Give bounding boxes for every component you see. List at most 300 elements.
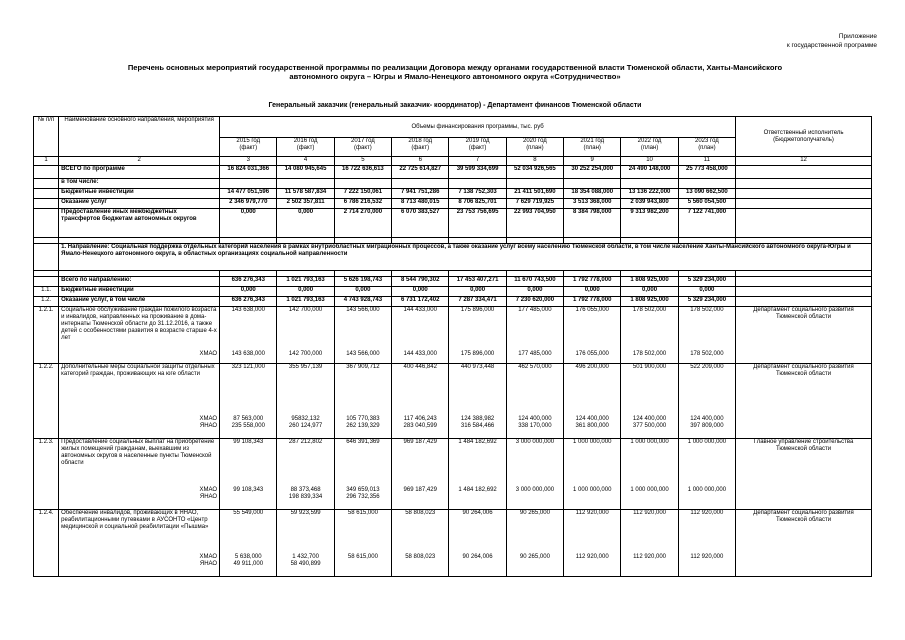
okrug-value: 262 139,329 (346, 423, 380, 429)
okrug-value: 397 809,000 (690, 423, 724, 429)
row-num (34, 199, 59, 209)
responsible-cell (736, 287, 872, 297)
table-row (34, 209, 872, 238)
okrug-value: 1 000 000,000 (687, 487, 727, 493)
general-customer: Генеральный заказчик (генеральный заказчик- координатор) - Департамент финансов Тюменской области (268, 102, 642, 109)
okrug-value: 969 187,429 (403, 487, 437, 493)
appendix-line-2: к государственной программе (786, 41, 877, 49)
okrug-value: 235 558,000 (231, 423, 265, 429)
okrug-value: 316 584,466 (460, 423, 495, 429)
year-type: (факт) (296, 145, 315, 151)
value-cell (449, 364, 506, 439)
main-value: 501 900,000 (632, 364, 667, 370)
okrug-value: 124 400,000 (690, 416, 724, 422)
value-cell: 9 313 982,200 (621, 209, 678, 238)
table-row (34, 297, 872, 307)
measure-label (59, 307, 220, 364)
okrug-value: 175 896,000 (460, 351, 495, 357)
year-type: (факт) (354, 145, 372, 151)
value-cell (277, 179, 334, 189)
okrug-label: ХМАО (199, 416, 218, 422)
okrug-value: 349 659,013 (346, 487, 380, 493)
responsible-cell: Департамент социального развития Тюменской области (736, 307, 872, 364)
okrug-label: ХМАО (199, 554, 218, 560)
main-value: 177 485,000 (518, 307, 552, 313)
column-number: 7 (449, 157, 506, 166)
value-cell (277, 510, 334, 577)
measure-num: 1.2.2. (34, 364, 59, 439)
responsible-cell (736, 166, 872, 179)
value-cell: 6 070 383,527 (392, 209, 449, 238)
header-year (449, 138, 506, 157)
main-value: 142 700,000 (288, 307, 323, 313)
main-value: 90 265,000 (519, 510, 550, 516)
value-cell (506, 307, 563, 364)
value-cell: 0,000 (277, 287, 334, 297)
responsible-cell: Главное управление строительства Тюменской области (736, 439, 872, 510)
empty-cell (34, 244, 59, 271)
title-line-1: Перечень основных мероприятий государственной программы по реализации Договора между органами государственной власти Тюменской области, Ханты-Мансийского (127, 63, 783, 72)
okrug-value: 176 055,000 (575, 351, 609, 357)
measure-title: Обеспечение инвалидов, проживающих в ЯНАО, реабилитационными путевками в АУСОНТО «Центр медицинской и социальной реабилитации «Пышма» (61, 510, 209, 530)
column-number: 5 (334, 157, 391, 166)
header-year (564, 138, 621, 157)
value-cell: 636 276,343 (220, 277, 277, 287)
okrug-value: 112 920,000 (575, 554, 609, 560)
value-cell: 7 222 150,061 (334, 189, 391, 199)
value-cell: 52 034 926,565 (506, 166, 563, 179)
responsible-cell: Департамент социального развития Тюменской области (736, 364, 872, 439)
okrug-value: 88 373,468 (290, 487, 321, 493)
main-value: 646 391,369 (346, 439, 380, 445)
year-type: (факт) (468, 145, 487, 151)
okrug-label: ЯНАО (199, 494, 218, 500)
header-year (277, 138, 334, 157)
value-cell: 13 090 662,500 (678, 189, 735, 199)
column-number: 8 (506, 157, 563, 166)
year-label: 2023 год (695, 138, 719, 144)
value-cell: 22 993 704,950 (506, 209, 563, 238)
value-cell: 0,000 (621, 287, 678, 297)
main-value: 1 000 000,000 (687, 439, 727, 445)
value-cell: 0,000 (449, 287, 506, 297)
value-cell: 6 731 172,402 (392, 297, 449, 307)
value-cell: 23 753 756,695 (449, 209, 506, 238)
okrug-label: ЯНАО (199, 423, 218, 429)
table-row (34, 439, 872, 510)
value-cell (506, 179, 563, 189)
okrug-label: ЯНАО (199, 561, 218, 567)
value-cell: 7 230 620,000 (506, 297, 563, 307)
row-num: 1.1. (34, 287, 59, 297)
measure-title: Предоставление социальных выплат на приобретение жилых помещений гражданам, выехавшим из автономных округов в населенные пункты Тюменской области (61, 439, 215, 466)
column-number: 3 (220, 157, 277, 166)
value-cell (564, 439, 621, 510)
main-value: 969 187,429 (403, 439, 437, 445)
value-cell: 1 808 925,000 (621, 297, 678, 307)
okrug-value: 5 638,000 (234, 554, 262, 560)
value-cell: 0,000 (220, 287, 277, 297)
year-label: 2021 год (580, 138, 605, 144)
value-cell (220, 364, 277, 439)
value-cell (277, 439, 334, 510)
value-cell: 16 722 636,613 (334, 166, 391, 179)
row-num (34, 189, 59, 199)
value-cell (621, 510, 678, 577)
okrug-value: 124 388,982 (460, 416, 495, 422)
value-cell: 6 786 216,532 (334, 199, 391, 209)
value-cell: 25 773 458,000 (678, 166, 735, 179)
value-cell: 2 346 979,770 (220, 199, 277, 209)
row-label: Оказание услуг, в том числе (59, 297, 220, 307)
table-row (34, 157, 872, 166)
okrug-value: 124 400,000 (575, 416, 609, 422)
appendix-line-1: Приложение (838, 33, 877, 40)
value-cell: 22 725 614,827 (392, 166, 449, 179)
table-row (34, 364, 872, 439)
value-cell: 30 252 254,000 (564, 166, 621, 179)
main-value: 367 909,712 (346, 364, 380, 370)
header-year (392, 138, 449, 157)
okrug-value: 58 808,023 (405, 554, 436, 560)
table-row (34, 307, 872, 364)
okrug-value: 58 615,000 (347, 554, 378, 560)
main-value: 400 446,842 (403, 364, 437, 370)
value-cell (334, 439, 391, 510)
year-type: (план) (526, 145, 544, 151)
year-type: (план) (583, 145, 601, 151)
document-title (40, 63, 870, 81)
row-label: Бюджетные инвестиции (59, 287, 220, 297)
value-cell: 7 287 334,471 (449, 297, 506, 307)
value-cell (678, 179, 735, 189)
column-number: 9 (564, 157, 621, 166)
value-cell (506, 439, 563, 510)
value-cell (678, 510, 735, 577)
value-cell (220, 439, 277, 510)
okrug-value: 124 400,000 (518, 416, 552, 422)
year-type: (план) (698, 145, 716, 151)
value-cell (564, 510, 621, 577)
row-num (34, 179, 59, 189)
row-label: в том числе: (59, 179, 220, 189)
value-cell (449, 510, 506, 577)
main-value: 522 209,000 (690, 364, 724, 370)
column-number: 6 (392, 157, 449, 166)
responsible-cell (736, 189, 872, 199)
value-cell: 5 626 198,743 (334, 277, 391, 287)
okrug-value: 361 800,000 (575, 423, 609, 429)
main-value: 175 896,000 (460, 307, 495, 313)
year-label: 2019 год (465, 138, 490, 144)
value-cell: 4 743 928,743 (334, 297, 391, 307)
okrug-value: 144 433,000 (403, 351, 437, 357)
value-cell: 8 384 798,000 (564, 209, 621, 238)
value-cell (392, 179, 449, 189)
value-cell: 39 599 334,699 (449, 166, 506, 179)
responsible-cell (736, 209, 872, 238)
value-cell: 24 490 148,000 (621, 166, 678, 179)
okrug-value: 142 700,000 (288, 351, 323, 357)
appendix-note (787, 33, 877, 50)
okrug-value: 112 920,000 (690, 554, 724, 560)
column-number: 1 (34, 157, 59, 166)
column-number: 12 (736, 157, 872, 166)
value-cell (220, 179, 277, 189)
value-cell (564, 179, 621, 189)
table-row (34, 277, 872, 287)
main-value: 1 000 000,000 (573, 439, 612, 445)
value-cell: 7 138 752,303 (449, 189, 506, 199)
title-line-2: автономного округа – Югры и Ямало-Ненецкого автономного округа «Сотрудничество» (289, 72, 621, 81)
main-value: 59 923,599 (290, 510, 321, 516)
value-cell: 1 808 925,000 (621, 277, 678, 287)
table-row (34, 287, 872, 297)
value-cell: 636 276,343 (220, 297, 277, 307)
value-cell (506, 364, 563, 439)
value-cell: 1 792 778,000 (564, 277, 621, 287)
okrug-value: 99 108,343 (233, 487, 264, 493)
value-cell (449, 307, 506, 364)
main-value: 112 920,000 (633, 510, 667, 516)
value-cell: 5 560 054,500 (678, 199, 735, 209)
value-cell (678, 307, 735, 364)
value-cell: 11 670 743,500 (506, 277, 563, 287)
table-row (34, 244, 872, 271)
okrug-value: 95832,132 (291, 416, 320, 422)
okrug-value: 143 638,000 (231, 351, 265, 357)
year-type: (факт) (411, 145, 430, 151)
main-value: 323 121,000 (231, 364, 265, 370)
row-label: Предоставление иных межбюджетных трансфертов бюджетам автономных округов (59, 209, 220, 238)
value-cell: 1 792 778,000 (564, 297, 621, 307)
value-cell: 18 354 088,000 (564, 189, 621, 199)
okrug-value: 1 484 182,692 (458, 487, 497, 493)
value-cell: 0,000 (392, 287, 449, 297)
value-cell: 13 136 222,000 (621, 189, 678, 199)
value-cell: 17 453 407,271 (449, 277, 506, 287)
value-cell: 8 706 825,701 (449, 199, 506, 209)
okrug-value: 124 400,000 (632, 416, 667, 422)
measure-label (59, 510, 220, 577)
header-volume: Объемы финансирования программы, тыс. руб (220, 117, 736, 138)
value-cell (392, 307, 449, 364)
program-table (33, 116, 872, 577)
measure-num: 1.2.3. (34, 439, 59, 510)
value-cell: 11 578 587,834 (277, 189, 334, 199)
measure-label (59, 439, 220, 510)
row-num: 1.2. (34, 297, 59, 307)
header-year (220, 138, 277, 157)
year-type: (факт) (239, 145, 258, 151)
table-row (34, 199, 872, 209)
row-num (34, 166, 59, 179)
value-cell (392, 364, 449, 439)
value-cell: 3 513 368,000 (564, 199, 621, 209)
value-cell (334, 179, 391, 189)
main-value: 178 502,000 (690, 307, 724, 313)
value-cell: 7 941 751,286 (392, 189, 449, 199)
measure-title: Социальное обслуживание граждан пожилого возраста и инвалидов, направленных на проживание в дома-интернаты Тюменской области до 31.12.2016, а также детей с особенностями развития в возрасте старше 4-х лет (61, 307, 217, 341)
measure-num: 1.2.4. (34, 510, 59, 577)
value-cell (621, 364, 678, 439)
value-cell (678, 439, 735, 510)
value-cell: 0,000 (220, 209, 277, 238)
okrug-value: 143 566,000 (346, 351, 380, 357)
year-label: 2017 год (351, 138, 375, 144)
year-label: 2020 год (523, 138, 547, 144)
main-value: 287 212,802 (288, 439, 323, 445)
value-cell (220, 510, 277, 577)
value-cell: 2 502 357,811 (277, 199, 334, 209)
okrug-value: 198 839,334 (288, 494, 323, 500)
okrug-value: 49 911,000 (233, 561, 264, 567)
main-value: 143 638,000 (231, 307, 265, 313)
value-cell (506, 510, 563, 577)
value-cell: 14 477 051,596 (220, 189, 277, 199)
main-value: 144 433,000 (403, 307, 437, 313)
okrug-value: 90 265,000 (519, 554, 550, 560)
main-value: 99 108,343 (233, 439, 264, 445)
okrug-value: 1 000 000,000 (630, 487, 669, 493)
table-row (34, 510, 872, 577)
column-number: 10 (621, 157, 678, 166)
responsible-cell: Департамент социального развития Тюменской области (736, 510, 872, 577)
value-cell (621, 439, 678, 510)
okrug-value: 58 490,899 (290, 561, 321, 567)
main-value: 143 566,000 (346, 307, 380, 313)
okrug-value: 1 000 000,000 (573, 487, 612, 493)
okrug-label: ХМАО (199, 487, 218, 493)
year-label: 2016 год (293, 138, 318, 144)
value-cell: 0,000 (506, 287, 563, 297)
row-num (34, 209, 59, 238)
okrug-value: 178 502,000 (632, 351, 667, 357)
okrug-value: 283 040,599 (403, 423, 437, 429)
okrug-value: 105 770,383 (346, 416, 380, 422)
table-row (34, 179, 872, 189)
value-cell: 1 021 793,163 (277, 297, 334, 307)
main-value: 90 264,006 (462, 510, 493, 516)
header-year (678, 138, 735, 157)
row-label: Оказание услуг (59, 199, 220, 209)
main-value: 1 484 182,692 (458, 439, 497, 445)
okrug-value: 1 432,700 (292, 554, 319, 560)
value-cell (220, 307, 277, 364)
value-cell (334, 510, 391, 577)
okrug-value: 338 170,000 (518, 423, 552, 429)
column-number: 2 (59, 157, 220, 166)
header-name: Наименование основного направления, мероприятия (59, 117, 220, 157)
main-value: 178 502,000 (632, 307, 667, 313)
value-cell: 2 039 943,800 (621, 199, 678, 209)
column-number: 4 (277, 157, 334, 166)
header-year (621, 138, 678, 157)
value-cell (449, 179, 506, 189)
value-cell: 8 713 480,015 (392, 199, 449, 209)
value-cell: 0,000 (277, 209, 334, 238)
main-value: 112 920,000 (690, 510, 724, 516)
value-cell (678, 364, 735, 439)
okrug-value: 112 920,000 (633, 554, 667, 560)
measure-title: Дополнительные меры социальной защиты отдельных категорий граждан, проживающих на юге области (61, 364, 215, 377)
value-cell (564, 364, 621, 439)
value-cell (564, 307, 621, 364)
okrug-value: 90 264,006 (462, 554, 493, 560)
value-cell: 14 080 945,645 (277, 166, 334, 179)
okrug-value: 178 502,000 (690, 351, 724, 357)
value-cell: 5 329 234,000 (678, 277, 735, 287)
value-cell (277, 364, 334, 439)
value-cell (277, 307, 334, 364)
value-cell: 0,000 (678, 287, 735, 297)
main-value: 58 615,000 (347, 510, 378, 516)
value-cell: 16 824 031,366 (220, 166, 277, 179)
okrug-value: 377 500,000 (632, 423, 667, 429)
value-cell: 21 411 501,690 (506, 189, 563, 199)
okrug-value: 260 124,977 (288, 423, 323, 429)
value-cell (334, 364, 391, 439)
main-value: 440 973,448 (460, 364, 495, 370)
value-cell: 5 329 234,000 (678, 297, 735, 307)
value-cell: 7 122 741,000 (678, 209, 735, 238)
responsible-cell (736, 199, 872, 209)
table-row (34, 117, 872, 138)
value-cell: 0,000 (564, 287, 621, 297)
main-value: 462 570,000 (518, 364, 552, 370)
responsible-cell (736, 277, 872, 287)
row-num (34, 277, 59, 287)
okrug-value: 177 485,000 (518, 351, 552, 357)
value-cell (621, 179, 678, 189)
row-label: Бюджетные инвестиции (59, 189, 220, 199)
column-number: 11 (678, 157, 735, 166)
main-value: 355 957,139 (288, 364, 323, 370)
value-cell: 2 714 270,000 (334, 209, 391, 238)
value-cell (449, 439, 506, 510)
row-label: ВСЕГО по программе (59, 166, 220, 179)
main-value: 176 055,000 (575, 307, 609, 313)
main-value: 55 549,000 (233, 510, 264, 516)
responsible-cell (736, 179, 872, 189)
table-row (34, 189, 872, 199)
main-value: 1 000 000,000 (630, 439, 669, 445)
header-year (334, 138, 391, 157)
okrug-value: 3 000 000,000 (515, 487, 555, 493)
row-label: Всего по направлению: (59, 277, 220, 287)
value-cell: 0,000 (334, 287, 391, 297)
year-label: 2015 год (236, 138, 261, 144)
main-value: 58 808,023 (405, 510, 436, 516)
measure-num: 1.2.1. (34, 307, 59, 364)
okrug-value: 87 563,000 (233, 416, 264, 422)
okrug-value: 296 732,356 (346, 494, 380, 500)
year-type: (план) (640, 145, 659, 151)
value-cell: 7 629 719,925 (506, 199, 563, 209)
header-year (506, 138, 563, 157)
value-cell (392, 439, 449, 510)
value-cell (334, 307, 391, 364)
value-cell (621, 307, 678, 364)
measure-label (59, 364, 220, 439)
main-value: 112 920,000 (575, 510, 609, 516)
main-value: 3 000 000,000 (515, 439, 555, 445)
table-row (34, 166, 872, 179)
value-cell: 1 021 793,163 (277, 277, 334, 287)
responsible-cell (736, 297, 872, 307)
direction-heading: 1. Направление: Социальная поддержка отдельных категорий населения в рамках внутриобластных миграционных процессов, а также оказание услуг всему населению Тюменской области, в том числе население Ханты-Мансийского автономного округа-Югры и Ямало-Ненецкого автономного округа, в областных организациях социальной направленности (59, 244, 872, 271)
year-label: 2018 год (408, 138, 433, 144)
